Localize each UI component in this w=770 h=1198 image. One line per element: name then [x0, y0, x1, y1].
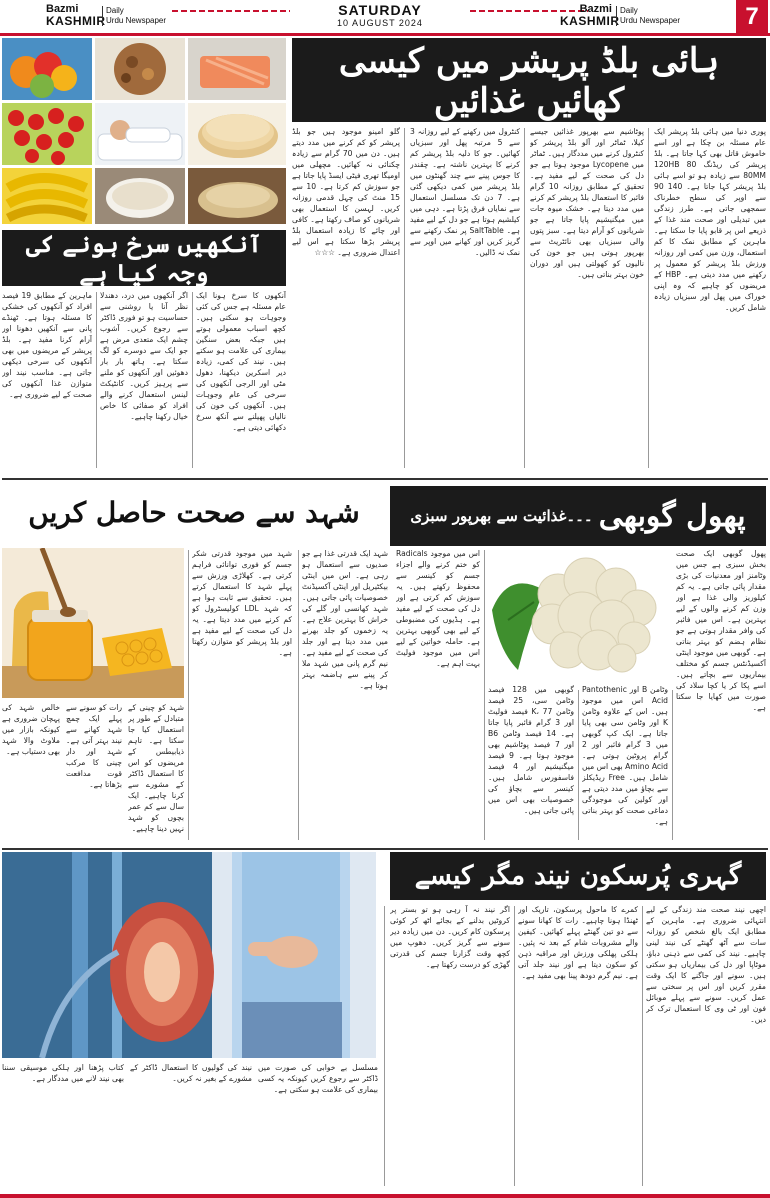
food-image-grid [2, 38, 286, 224]
sleep-column-2: کمرے کا ماحول پرسکون، تاریک اور ٹھنڈا ہونا چاہیے۔ رات کا کھانا سونے سے دو تین گھنٹے پہلے کھائیں۔ کیفین والے مشروبات شام کے بعد نہ پئیں۔ ہلکی پھلکی ورزش اور مراقبہ ذہن کو سکون دیتا ہے اور نیند جلد آتی ہے۔ نیم گرم دودھ پینا بھی مفید ہے۔ [518, 905, 638, 980]
brand-left [46, 3, 106, 27]
honey-column-4: رات کو سونے سے پہلے ایک چمچ شہد کھانے سے نیند بہتر آتی ہے۔ شہد اور دار چینی کا مرکب قوت مدافعت بڑھاتا ہے۔ [66, 703, 122, 789]
column-divider [96, 292, 97, 468]
food-collage-image [2, 38, 286, 224]
honey-column-5: خالص شہد کی پہچان ضروری ہے کیونکہ بازار میں ملاوٹ والا شہد بھی دستیاب ہے۔ [2, 703, 60, 756]
sleep-headline: گہری پُرسکون نیند مگر کیسے [390, 852, 766, 900]
cauliflower-headline-sub: ۔۔۔غذائیت سے بھرپور سبزی [410, 507, 593, 525]
cauliflower-column-2: وٹامن B اور Pantothenic Acid اس میں موجود ہیں۔ اس کے علاوہ وٹامن K اور وٹامن سی بھی پایا جاتا ہے۔ ایک کپ گوبھی میں 3 گرام فائبر اور 2 گرام پروٹین ہوتی ہے۔ Amino Acid بھی اس میں شامل ہیں۔ Free ریڈیکلز سے بچاؤ میں مدد دیتی ہے اور کولین کی موجودگی دماغی صحت کو بہتر بناتی ہے۔ [582, 685, 668, 826]
masthead [0, 0, 770, 36]
cauliflower-headline-main: پھول گوبھی [598, 498, 746, 534]
cauliflower-image [488, 550, 672, 680]
bp-column-4: گلو امینو موجود ہیں جو بلڈ پریشر کو کم کرنے میں مدد دیتے ہیں۔ دن میں 70 گرام سے زیادہ چکنائی نہ کھائیں۔ مچھلی میں اومیگا تھری فیٹی ایسڈ پایا جاتا ہے جو سوزش کم کرتا ہے۔ 10 سے 15 منٹ کی چہل قدمی روزانہ کریں۔ لہسن کا استعمال بھی شریانوں کو صاف رکھتا ہے۔ کافی اور چائے کا زیادہ استعمال بلڈ پریشر بڑھا سکتا ہے اس لیے اعتدال ضروری ہے۔ ☆☆☆ [292, 127, 400, 257]
honey-column-1: شہد ایک قدرتی غذا ہے جو صدیوں سے استعمال ہو رہی ہے۔ اس میں اینٹی بیکٹیریل اور اینٹی آکسیڈنٹ خصوصیات پائی جاتی ہیں۔ شہد کھانسی اور گلے کی خراش کا بہترین علاج ہے۔ یہ زخموں کو جلد بھرنے میں مدد دیتا ہے اور جلد کی صحت کے لیے مفید ہے۔ نیم گرم پانی میں شہد ملا کر پینے سے ہاضمہ بہتر ہوتا ہے۔ [302, 549, 388, 690]
eyes-column-1: آنکھوں کا سرخ ہونا ایک عام مسئلہ ہے جس کی کئی وجوہات ہو سکتی ہیں۔ کچھ اسباب معمولی ہوتے ہیں جبکہ بعض سنگین بیماری کی علامت ہو سکتے ہیں۔ نیند کی کمی، زیادہ دیر اسکرین دیکھنا، دھول مٹی اور الرجی آنکھوں کی سرخی کی عام وجوہات ہیں۔ آنکھوں کی خون کی نالیاں پھیلنے سے آنکھ سرخ دکھائی دیتی ہے۔ [196, 291, 286, 432]
date-label: 10 AUGUST 2024 [337, 18, 423, 28]
brand-right-sub [616, 6, 680, 26]
health-image [2, 852, 376, 1058]
column-divider [484, 550, 485, 840]
brand-right-line2: KASHMIR [560, 14, 620, 28]
honey-image [2, 548, 184, 698]
brand-left-line2: KASHMIR [46, 14, 106, 28]
column-divider [524, 128, 525, 468]
bp-headline: ہائی بلڈ پریشر میں کیسی کھائیں غذائیں [292, 38, 766, 122]
brand-left-sub2: Urdu Newspaper [106, 16, 167, 25]
eyes-headline: آنکھیں سرخ ہونے کی وجہ کیا ہے [2, 230, 286, 286]
column-divider [298, 550, 299, 840]
sleep-column-6: کتاب پڑھنا اور ہلکی موسیقی سننا بھی نیند لانے میں مددگار ہے۔ [2, 1063, 124, 1083]
column-divider [514, 906, 515, 1186]
bp-column-2: پوٹاشیم سے بھرپور غذائیں جیسے کیلا، ٹماٹر اور آلو بلڈ پریشر کو کنٹرول کرنے میں مددگار ہیں۔ ٹماٹر میں Lycopene موجود ہوتا ہے جو دل کی صحت کے لیے مفید ہے۔ تحقیق کے مطابق روزانہ 10 گرام فائبر کا استعمال بلڈ پریشر کم کرنے میں مدد دیتا ہے۔ خشک میوہ جات میں میگنیشیم پایا جاتا ہے جو شریانوں کو آرام دیتا ہے۔ سبز پتوں والی سبزیاں بھی نائٹریٹ سے بھرپور ہوتی ہیں جو خون کی نالیوں کو کھولتی ہیں اور دوران خون بہتر بناتی ہیں۔ [530, 127, 644, 279]
brand-right-sub2: Urdu Newspaper [620, 16, 681, 25]
column-divider [192, 292, 193, 468]
footer-rule [0, 1194, 770, 1198]
brand-right [560, 3, 620, 27]
cauliflower-column-1: پھول گوبھی ایک صحت بخش سبزی ہے جس میں وٹامنز اور معدنیات کی بڑی مقدار پائی جاتی ہے۔ یہ کم کیلوریز والی غذا ہے اور وزن کم کرنے والوں کے لیے بہترین ہے۔ اس میں فائبر کی وافر مقدار ہوتی ہے جو نظام ہضم کو بہتر بناتی ہے۔ گوبھی میں موجود اینٹی آکسیڈنٹس جسم کو مختلف بیماریوں سے بچاتے ہیں۔ اسے پکا کر یا کچا سلاد کی صورت میں کھایا جا سکتا ہے۔ [676, 549, 766, 712]
eyes-column-2: اگر آنکھوں میں درد، دھندلا نظر آنا یا روشنی سے حساسیت ہو تو فوری ڈاکٹر سے رجوع کریں۔ آشوب چشم ایک متعدی مرض ہے جو ایک سے دوسرے کو لگ سکتا ہے۔ ہاتھ بار بار دھوئیں اور آنکھوں کو ملنے سے پرہیز کریں۔ کانٹیکٹ لینس استعمال کرنے والے افراد کو صفائی کا خاص خیال رکھنا چاہیے۔ [100, 291, 188, 421]
brand-left-sub [102, 6, 166, 26]
bp-column-3: کنٹرول میں رکھنے کے لیے روزانہ 3 سے 5 مرتبہ پھل اور سبزیاں کھائیں۔ جو کا دلیہ بلڈ پریشر کم کرنے کا بہترین ناشتہ ہے۔ چقندر کا جوس پینے سے چند گھنٹوں میں بلڈ پریشر میں کمی دیکھی گئی ہے۔ 7 دن تک مسلسل استعمال سے نمایاں فرق پڑتا ہے۔ دہی میں کیلشیم ہوتا ہے جو دل کے لیے مفید ہے۔ SaltTable پر نمک رکھنے سے گریز کریں اور کھانے میں اوپر سے نمک نہ ڈالیں۔ [410, 127, 520, 257]
cauliflower-column-4: اس میں موجود Radicals کو ختم کرنے والے اجزاء جسم کو کینسر سے محفوظ رکھتے ہیں۔ یہ سوزش کم کرتی ہے اور دل کی صحت کے لیے مفید ہے۔ ہڈیوں کی مضبوطی کے لیے بھی گوبھی بہترین ہے۔ حاملہ خواتین کے لیے اس میں موجود فولیٹ بہت اہم ہے۔ [396, 549, 480, 668]
day-label: SATURDAY [338, 2, 422, 18]
honey-column-2: شہد میں موجود قدرتی شکر جسم کو فوری توانائی فراہم کرتی ہے۔ کھلاڑی ورزش سے پہلے شہد کا استعمال کرتے ہیں۔ تحقیق سے ثابت ہوا ہے کہ شہد LDL کولیسٹرول کو کم کرنے میں مدد دیتا ہے۔ یہ دل کی صحت کے لیے مفید ہے اور بلڈ پریشر کو متوازن رکھتا ہے۔ [192, 549, 292, 657]
column-divider [188, 550, 189, 840]
honey-headline: شہد سے صحت حاصل کریں [28, 496, 360, 529]
column-divider [384, 906, 385, 1186]
section-divider [2, 478, 768, 480]
brand-right-line1: Bazmi [579, 3, 612, 15]
date-block [170, 2, 590, 28]
column-divider [578, 690, 579, 840]
brand-left-line1: Bazmi [46, 3, 79, 15]
eyes-column-3: ماہرین کے مطابق 19 فیصد افراد کو آنکھوں کی خشکی کا مسئلہ ہوتا ہے۔ ٹھنڈے پانی سے آنکھیں دھونا اور آرام کرنا مفید ہے۔ بلڈ پریشر کے مریضوں میں بھی آنکھوں کی سرخی دیکھی جاتی ہے۔ مناسب نیند اور متوازن غذا آنکھوں کی صحت کے لیے ضروری ہے۔ [2, 291, 92, 399]
sleep-column-3: اگر نیند نہ آ رہی ہو تو بستر پر کروٹیں بدلنے کے بجائے اٹھ کر کوئی پرسکون کام کریں۔ دن میں زیادہ دیر سونے سے گریز کریں۔ دھوپ میں کچھ وقت گزارنا جسم کی قدرتی گھڑی کو درست رکھتا ہے۔ [390, 905, 510, 969]
brand-left-sub1: Daily [106, 6, 124, 15]
sleep-column-5: نیند کی گولیوں کا استعمال ڈاکٹر کے مشورے کے بغیر نہ کریں۔ [130, 1063, 252, 1083]
cauliflower-photo [488, 550, 672, 680]
cauliflower-column-3: گوبھی میں 128 فیصد وٹامن سی، 25 فیصد وٹامن K، 77 فیصد فولیٹ اور 3 گرام فائبر پایا جاتا ہے۔ 14 فیصد وٹامن B6 اور 7 فیصد پوٹاشیم بھی موجود ہوتا ہے۔ 9 فیصد میگنیشیم اور 4 فیصد فاسفورس شامل ہیں۔ کینسر سے بچاؤ کی خصوصیات بھی اس میں پائی جاتی ہیں۔ [488, 685, 574, 815]
column-divider [648, 128, 649, 468]
sleep-column-4: مسلسل بے خوابی کی صورت میں ڈاکٹر سے رجوع کریں کیونکہ یہ کسی بیماری کی علامت ہو سکتی ہے۔ [258, 1063, 378, 1094]
brand-right-sub1: Daily [620, 6, 638, 15]
honey-jar-image [2, 548, 184, 698]
honey-column-3: شہد کو چینی کے متبادل کے طور پر استعمال کیا جا سکتا ہے۔ تاہم ذیابیطس کے مریضوں کو اس کا استعمال ڈاکٹر کے مشورے سے کرنا چاہیے۔ ایک سال سے کم عمر بچوں کو شہد نہیں دینا چاہیے۔ [128, 703, 184, 833]
abdomen-pain-photo [2, 852, 376, 1058]
page-number: 7 [736, 0, 768, 34]
column-divider [672, 690, 673, 840]
column-divider [404, 128, 405, 468]
column-divider [642, 906, 643, 1186]
bp-column-1: پوری دنیا میں ہائی بلڈ پریشر ایک عام مسئلہ بن چکا ہے اور اسے خاموش قاتل بھی کہا جاتا ہے۔ بلڈ پریشر کی ریڈنگ 80 120HB 80MM سے زیادہ ہو تو اسے ہائی بلڈ پریشر کہا جاتا ہے۔ 140 90 سے اوپر کی سطح خطرناک سمجھی جاتی ہے۔ طرز زندگی میں تبدیلی اور صحت مند غذا کے ذریعے اس پر قابو پایا جا سکتا ہے۔ ماہرین کے مطابق نمک کا کم استعمال، وزن میں کمی اور روزانہ ورزش بلڈ پریشر کو معمول پر رکھنے میں مدد دیتی ہے۔ HBP کے مریضوں کو چاہیے کہ وہ اپنی خوراک میں پھل اور سبزیاں زیادہ شامل کریں۔ [654, 127, 766, 312]
section-divider [2, 848, 768, 850]
sleep-column-1: اچھی نیند صحت مند زندگی کے لیے انتہائی ضروری ہے۔ ماہرین کے مطابق ایک بالغ شخص کو روزانہ سات سے آٹھ گھنٹے کی نیند لینی چاہیے۔ نیند کی کمی سے ذہنی دباؤ، موٹاپا اور دل کی بیماریاں ہو سکتی ہیں۔ سونے اور جاگنے کا ایک وقت مقرر کریں اور اس پر سختی سے عمل کریں۔ سونے سے پہلے موبائل فون اور ٹی وی کا استعمال ترک کر دیں۔ [646, 905, 766, 1024]
cauliflower-headline [390, 486, 766, 546]
